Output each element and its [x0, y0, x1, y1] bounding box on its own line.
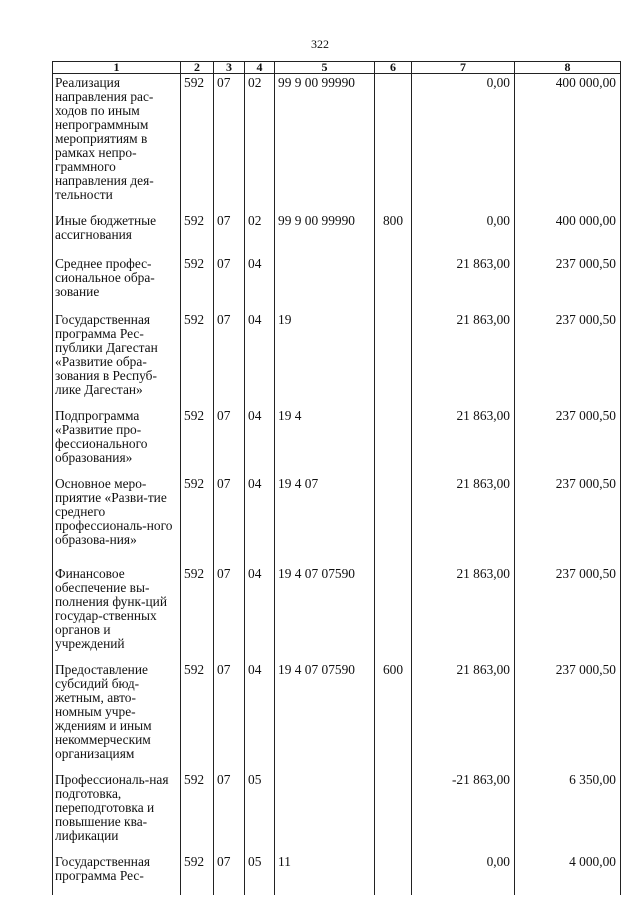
cell-code-6 [375, 409, 412, 477]
cell-code-6 [375, 567, 412, 663]
cell-amount-8: 400 000,00 [515, 74, 621, 215]
table-row [53, 74, 621, 215]
table-row [53, 257, 621, 313]
cell-code-4: 04 [245, 313, 275, 409]
table-row [53, 855, 621, 895]
cell-code-3: 07 [214, 74, 245, 215]
cell-code-4: 04 [245, 477, 275, 567]
cell-code-6: 800 [375, 214, 412, 257]
row-name-cell: Государственная программа Рес-публики Дагестан «Развитие обра-зования в Респуб-лике Дагестан» [53, 313, 181, 409]
cell-code-2: 592 [181, 214, 214, 257]
cell-amount-8: 237 000,50 [515, 313, 621, 409]
row-name-cell: Реализация направления рас-ходов по иным непрограммным мероприятиям в рамках непро-граммного направления дея-тельности [53, 74, 181, 215]
table-row [53, 214, 621, 257]
cell-amount-7: 0,00 [412, 214, 515, 257]
cell-amount-7: 21 863,00 [412, 477, 515, 567]
budget-table [52, 61, 621, 895]
row-name-cell: Государственная программа Рес- [53, 855, 181, 895]
cell-amount-8: 237 000,50 [515, 663, 621, 773]
table-row [53, 313, 621, 409]
cell-code-6 [375, 855, 412, 895]
cell-code-4: 05 [245, 855, 275, 895]
row-name-cell: Подпрограмма «Развитие про-фессионального образования» [53, 409, 181, 477]
cell-code-3: 07 [214, 855, 245, 895]
cell-code-2: 592 [181, 855, 214, 895]
cell-code-3: 07 [214, 663, 245, 773]
cell-amount-8: 237 000,50 [515, 257, 621, 313]
cell-code-2: 592 [181, 74, 214, 215]
cell-amount-7: 0,00 [412, 855, 515, 895]
row-name-cell: Финансовое обеспечение вы-полнения функ-ций государ-ственных органов и учреждений [53, 567, 181, 663]
cell-code-4: 04 [245, 663, 275, 773]
table-row [53, 773, 621, 855]
cell-code-3: 07 [214, 477, 245, 567]
cell-code-5: 99 9 00 99990 [275, 74, 375, 215]
table-row [53, 663, 621, 773]
cell-code-5: 11 [275, 855, 375, 895]
column-header: 5 [275, 62, 375, 74]
cell-code-3: 07 [214, 409, 245, 477]
cell-code-4: 02 [245, 214, 275, 257]
table-row [53, 567, 621, 663]
cell-code-4: 04 [245, 567, 275, 663]
cell-amount-8: 6 350,00 [515, 773, 621, 855]
cell-code-6 [375, 257, 412, 313]
cell-code-6 [375, 74, 412, 215]
cell-code-5: 19 4 07 07590 [275, 663, 375, 773]
cell-code-2: 592 [181, 313, 214, 409]
row-name-cell: Основное меро-приятие «Разви-тие среднего профессиональ-ного образова-ния» [53, 477, 181, 567]
column-header: 2 [181, 62, 214, 74]
cell-code-4: 04 [245, 409, 275, 477]
cell-code-6 [375, 477, 412, 567]
row-name-cell: Предоставление субсидий бюд-жетным, авто-номным учре-ждениям и иным некоммерческим организациям [53, 663, 181, 773]
cell-amount-7: 21 863,00 [412, 409, 515, 477]
cell-code-5: 19 4 07 [275, 477, 375, 567]
cell-code-2: 592 [181, 257, 214, 313]
column-header: 8 [515, 62, 621, 74]
column-header: 7 [412, 62, 515, 74]
table-header-row [53, 62, 621, 74]
cell-amount-7: 21 863,00 [412, 567, 515, 663]
table-row [53, 409, 621, 477]
cell-code-5: 99 9 00 99990 [275, 214, 375, 257]
cell-code-2: 592 [181, 567, 214, 663]
cell-code-3: 07 [214, 214, 245, 257]
cell-code-4: 05 [245, 773, 275, 855]
table-row [53, 477, 621, 567]
cell-amount-8: 4 000,00 [515, 855, 621, 895]
row-name-cell: Профессиональ-ная подготовка, переподготовка и повышение ква-лификации [53, 773, 181, 855]
cell-amount-8: 237 000,50 [515, 409, 621, 477]
cell-code-2: 592 [181, 409, 214, 477]
cell-code-4: 02 [245, 74, 275, 215]
cell-code-4: 04 [245, 257, 275, 313]
row-name-cell: Иные бюджетные ассигнования [53, 214, 181, 257]
cell-code-3: 07 [214, 313, 245, 409]
cell-amount-7: 0,00 [412, 74, 515, 215]
cell-code-6 [375, 773, 412, 855]
cell-code-6: 600 [375, 663, 412, 773]
cell-amount-8: 237 000,50 [515, 567, 621, 663]
cell-amount-7: 21 863,00 [412, 257, 515, 313]
row-name-cell: Среднее профес-сиональное обра-зование [53, 257, 181, 313]
column-header: 3 [214, 62, 245, 74]
column-header: 1 [53, 62, 181, 74]
cell-code-3: 07 [214, 567, 245, 663]
cell-code-2: 592 [181, 477, 214, 567]
cell-code-2: 592 [181, 663, 214, 773]
column-header: 6 [375, 62, 412, 74]
cell-amount-8: 400 000,00 [515, 214, 621, 257]
cell-code-5: 19 [275, 313, 375, 409]
cell-code-3: 07 [214, 773, 245, 855]
cell-code-6 [375, 313, 412, 409]
cell-code-5 [275, 257, 375, 313]
cell-code-5: 19 4 07 07590 [275, 567, 375, 663]
cell-amount-7: -21 863,00 [412, 773, 515, 855]
cell-code-5 [275, 773, 375, 855]
cell-code-2: 592 [181, 773, 214, 855]
cell-amount-7: 21 863,00 [412, 663, 515, 773]
cell-amount-7: 21 863,00 [412, 313, 515, 409]
cell-code-5: 19 4 [275, 409, 375, 477]
column-header: 4 [245, 62, 275, 74]
cell-amount-8: 237 000,50 [515, 477, 621, 567]
cell-code-3: 07 [214, 257, 245, 313]
page-number: 322 [311, 37, 329, 51]
